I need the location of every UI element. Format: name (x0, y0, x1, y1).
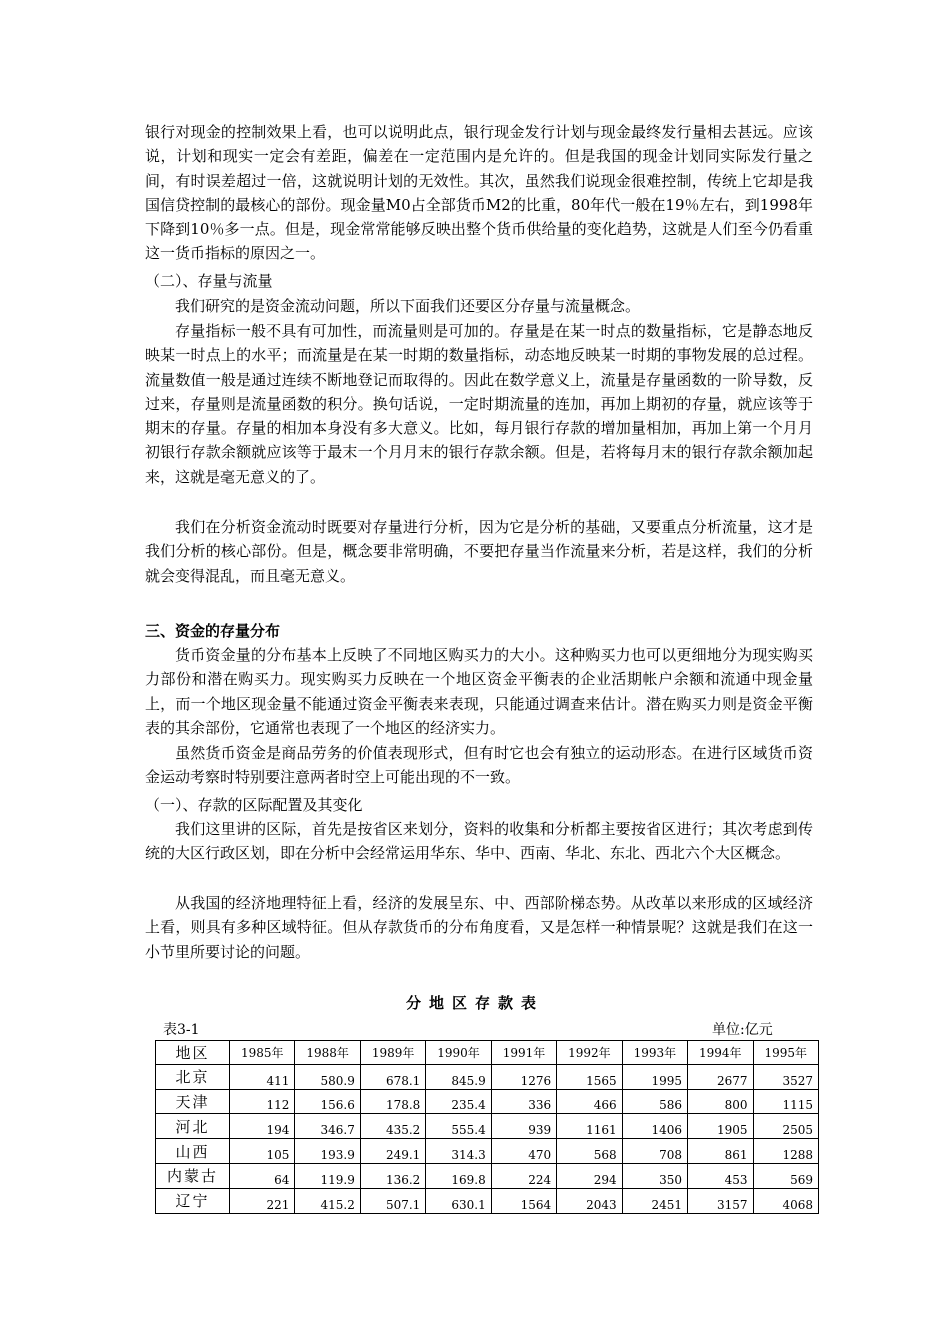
value-cell: 156.6 (295, 1089, 360, 1114)
value-cell: 112 (230, 1089, 295, 1114)
paragraph-economic-geography: 从我国的经济地理特征上看，经济的发展呈东、中、西部阶梯态势。从改革以来形成的区域经济上看，则具有多种区域特征。但从存款货币的分布角度看，又是怎样一种情景呢？这就是我们在这一小节里所要讨论的问题。 (145, 894, 813, 961)
value-cell: 507.1 (360, 1188, 425, 1213)
value-cell: 678.1 (360, 1064, 425, 1089)
column-header-year: 1990年 (426, 1041, 491, 1065)
value-cell: 466 (557, 1089, 622, 1114)
value-cell: 2505 (753, 1114, 819, 1139)
region-cell: 山西 (156, 1139, 230, 1164)
value-cell: 555.4 (426, 1114, 491, 1139)
value-cell: 136.2 (360, 1163, 425, 1188)
table-row (156, 1114, 819, 1139)
value-cell: 336 (491, 1089, 556, 1114)
value-cell: 3527 (753, 1064, 819, 1089)
value-cell: 1276 (491, 1064, 556, 1089)
table-row (156, 1163, 819, 1188)
value-cell: 411 (230, 1064, 295, 1089)
value-cell: 193.9 (295, 1139, 360, 1164)
column-header-year: 1994年 (688, 1041, 753, 1065)
value-cell: 1406 (622, 1114, 687, 1139)
value-cell: 1115 (753, 1089, 819, 1114)
value-cell: 586 (622, 1089, 687, 1114)
table-number-label: 表3-1 (163, 1022, 200, 1038)
paragraph-stock-flow-definition: 存量指标一般不具有可加性，而流量则是可加的。存量是在某一时点的数量指标，它是静态地反映某一时点上的水平；而流量是在某一时期的数量指标，动态地反映某一时期的事物发展的总过程。流量数值一般是通过连续不断地登记而取得的。因此在数学意义上，流量是存量函数的一阶导数，反过来，存量则是流量函数的积分。换句话说，一定时期流量的连加，再加上期初的存量，就应该等于期末的存量。存量的相加本身没有多大意义。比如，每月银行存款的增加量相加，再加上第一个月月初银行存款余额就应该等于最末一个月月末的银行存款余额。但是，若将每月末的银行存款余额加起来，这就是毫无意义的了。 (145, 322, 813, 486)
table-header-row (156, 1041, 819, 1065)
paragraph-monetary-form: 虽然货币资金是商品劳务的价值表现形式，但有时它也会有独立的运动形态。在进行区域货币资金运动考察时特别要注意两者时空上可能出现的不一致。 (145, 744, 813, 787)
value-cell: 435.2 (360, 1114, 425, 1139)
value-cell: 2451 (622, 1188, 687, 1213)
paragraph-regions: 我们这里讲的区际，首先是按省区来划分，资料的收集和分析都主要按省区进行；其次考虑到传统的大区行政区划，即在分析中会经常运用华东、华中、西南、华北、东北、西北六个大区概念。 (145, 820, 813, 863)
value-cell: 4068 (753, 1188, 819, 1213)
value-cell: 580.9 (295, 1064, 360, 1089)
value-cell: 939 (491, 1114, 556, 1139)
value-cell: 2677 (688, 1064, 753, 1089)
value-cell: 568 (557, 1139, 622, 1164)
paragraph-stock-flow-analysis: 我们在分析资金流动时既要对存量进行分析，因为它是分析的基础，又要重点分析流量，这才是我们分析的核心部份。但是，概念要非常明确，不要把存量当作流量来分析，若是这样，我们的分析就会变得混乱，而且毫无意义。 (145, 518, 813, 585)
region-cell: 北京 (156, 1064, 230, 1089)
value-cell: 235.4 (426, 1089, 491, 1114)
deposits-table (155, 1040, 819, 1214)
subsection-heading-stock-flow: （二）、存量与流量 (145, 272, 273, 290)
value-cell: 105 (230, 1139, 295, 1164)
value-cell: 350 (622, 1163, 687, 1188)
value-cell: 861 (688, 1139, 753, 1164)
value-cell: 1995 (622, 1064, 687, 1089)
value-cell: 314.3 (426, 1139, 491, 1164)
value-cell: 3157 (688, 1188, 753, 1213)
value-cell: 1288 (753, 1139, 819, 1164)
value-cell: 415.2 (295, 1188, 360, 1213)
column-header-year: 1995年 (753, 1041, 819, 1065)
value-cell: 708 (622, 1139, 687, 1164)
value-cell: 845.9 (426, 1064, 491, 1089)
value-cell: 1905 (688, 1114, 753, 1139)
value-cell: 453 (688, 1163, 753, 1188)
column-header-year: 1985年 (230, 1041, 295, 1065)
value-cell: 1564 (491, 1188, 556, 1213)
value-cell: 800 (688, 1089, 753, 1114)
value-cell: 470 (491, 1139, 556, 1164)
paragraph-stock-flow-intro: 我们研究的是资金流动问题，所以下面我们还要区分存量与流量概念。 (175, 297, 641, 315)
value-cell: 2043 (557, 1188, 622, 1213)
table-unit-label: 单位:亿元 (712, 1022, 773, 1038)
column-header-year: 1989年 (360, 1041, 425, 1065)
value-cell: 194 (230, 1114, 295, 1139)
value-cell: 178.8 (360, 1089, 425, 1114)
value-cell: 569 (753, 1163, 819, 1188)
table-row (156, 1089, 819, 1114)
column-header-year: 1991年 (491, 1041, 556, 1065)
column-header-year: 1992年 (557, 1041, 622, 1065)
table-title: 分地区存款表 (405, 994, 544, 1012)
value-cell: 249.1 (360, 1139, 425, 1164)
subsection-heading-deposit-allocation: （一）、存款的区际配置及其变化 (145, 796, 363, 814)
value-cell: 224 (491, 1163, 556, 1188)
value-cell: 1565 (557, 1064, 622, 1089)
value-cell: 119.9 (295, 1163, 360, 1188)
value-cell: 630.1 (426, 1188, 491, 1213)
table-row (156, 1188, 819, 1213)
column-header-region: 地区 (156, 1041, 230, 1065)
region-cell: 内蒙古 (156, 1163, 230, 1188)
paragraph-cash-control: 银行对现金的控制效果上看，也可以说明此点，银行现金发行计划与现金最终发行量相去甚远。应该说，计划和现实一定会有差距，偏差在一定范围内是允许的。但是我国的现金计划同实际发行量之间，有时误差超过一倍，这就说明计划的无效性。其次，虽然我们说现金很难控制，传统上它却是我国信贷控制的最核心的部份。现金量M0占全部货币M2的比重，80年代一般在19％左右，到1998年下降到10％多一点。但是，现金常常能够反映出整个货币供给量的变化趋势，这就是人们至今仍看重这一货币指标的原因之一。 (145, 123, 813, 263)
value-cell: 221 (230, 1188, 295, 1213)
value-cell: 294 (557, 1163, 622, 1188)
paragraph-purchasing-power: 货币资金量的分布基本上反映了不同地区购买力的大小。这种购买力也可以更细地分为现实购买力部份和潜在购买力。现实购买力反映在一个地区资金平衡表的企业活期帐户余额和流通中现金量上，而一个地区现金量不能通过资金平衡表来表现，只能通过调查来估计。潜在购买力则是资金平衡表的其余部份，它通常也表现了一个地区的经济实力。 (145, 646, 813, 737)
table-row (156, 1064, 819, 1089)
column-header-year: 1988年 (295, 1041, 360, 1065)
region-cell: 河北 (156, 1114, 230, 1139)
region-cell: 天津 (156, 1089, 230, 1114)
section-heading-fund-stock: 三、资金的存量分布 (145, 622, 281, 640)
value-cell: 1161 (557, 1114, 622, 1139)
value-cell: 169.8 (426, 1163, 491, 1188)
value-cell: 346.7 (295, 1114, 360, 1139)
column-header-year: 1993年 (622, 1041, 687, 1065)
region-cell: 辽宁 (156, 1188, 230, 1213)
value-cell: 64 (230, 1163, 295, 1188)
table-row (156, 1139, 819, 1164)
